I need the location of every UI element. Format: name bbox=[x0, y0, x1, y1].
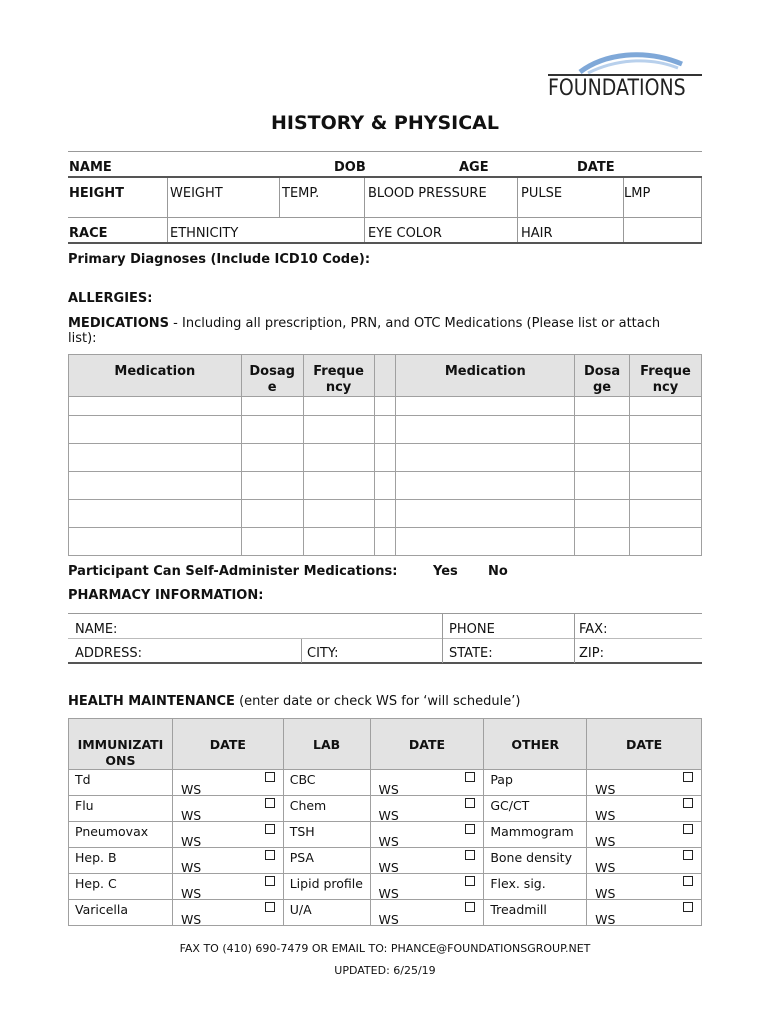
col-other-date: DATE bbox=[587, 719, 702, 770]
lab-item bbox=[283, 796, 370, 822]
will-schedule-label: WS bbox=[180, 834, 202, 849]
foundations-logo bbox=[544, 50, 704, 106]
pharmacy-address-field[interactable]: ADDRESS: bbox=[75, 646, 143, 661]
col-immunizations: IMMUNIZATI ONS bbox=[69, 719, 173, 770]
health-row bbox=[69, 848, 702, 874]
pharmacy-fax-field[interactable]: FAX: bbox=[579, 622, 608, 637]
hair-label[interactable]: HAIR bbox=[521, 226, 553, 241]
other-item bbox=[484, 796, 587, 822]
lab-date-cell[interactable] bbox=[370, 822, 484, 848]
immunization-date-cell[interactable] bbox=[172, 796, 283, 822]
medications-instructions bbox=[68, 316, 660, 331]
other-item bbox=[484, 874, 587, 900]
lab-item bbox=[283, 848, 370, 874]
lab-item bbox=[283, 874, 370, 900]
footer-updated: UPDATED: 6/25/19 bbox=[334, 964, 436, 977]
col-other: OTHER bbox=[484, 719, 587, 770]
pharmacy-zip-field[interactable]: ZIP: bbox=[579, 646, 604, 661]
lab-name: TSH bbox=[289, 824, 315, 839]
health-maintenance-heading bbox=[68, 694, 520, 709]
will-schedule-label: WS bbox=[595, 912, 616, 927]
lab-date-cell[interactable] bbox=[370, 770, 484, 796]
col-lab: LAB bbox=[283, 719, 370, 770]
col-frequency-2: Freque ncy bbox=[630, 355, 702, 397]
will-schedule-checkbox[interactable] bbox=[465, 824, 475, 834]
lab-item bbox=[283, 900, 370, 926]
immunization-name: Hep. B bbox=[75, 850, 117, 865]
pharmacy-phone-field[interactable]: PHONE bbox=[449, 622, 495, 637]
patient-info-table bbox=[68, 151, 702, 243]
health-row bbox=[69, 770, 702, 796]
medication-row[interactable] bbox=[69, 416, 702, 444]
other-item bbox=[484, 822, 587, 848]
immunization-name: Pneumovax bbox=[75, 824, 149, 839]
immunization-item bbox=[69, 874, 173, 900]
will-schedule-label: WS bbox=[180, 912, 202, 927]
lab-item bbox=[283, 770, 370, 796]
will-schedule-checkbox[interactable] bbox=[683, 850, 693, 860]
medication-row[interactable] bbox=[69, 397, 702, 416]
will-schedule-label: WS bbox=[378, 886, 399, 901]
self-admin-no[interactable]: No bbox=[488, 564, 508, 579]
col-medication-2: Medication bbox=[396, 355, 575, 397]
will-schedule-label: WS bbox=[378, 860, 399, 875]
other-date-cell[interactable] bbox=[587, 874, 702, 900]
medication-row[interactable] bbox=[69, 444, 702, 472]
medications-table bbox=[68, 354, 702, 556]
will-schedule-checkbox[interactable] bbox=[465, 798, 475, 808]
immunization-date-cell[interactable] bbox=[172, 770, 283, 796]
other-name: Treadmill bbox=[490, 902, 547, 917]
lab-name: Lipid profile bbox=[289, 876, 363, 891]
pulse-label[interactable]: PULSE bbox=[521, 186, 563, 201]
pharmacy-state-field[interactable]: STATE: bbox=[449, 646, 493, 661]
lab-name: Chem bbox=[289, 798, 327, 813]
col-spacer bbox=[374, 355, 396, 397]
will-schedule-label: WS bbox=[595, 886, 616, 901]
will-schedule-label: WS bbox=[595, 860, 616, 875]
other-name: Bone density bbox=[490, 850, 572, 865]
immunization-name: Varicella bbox=[75, 902, 129, 917]
footer-contact: FAX TO (410) 690-7479 OR EMAIL TO: PHANCE@FOUNDATIONSGROUP.NET bbox=[179, 942, 591, 955]
dob-label[interactable]: DOB bbox=[334, 160, 366, 175]
medications-note: - Including all prescription, PRN, and OTC Medications (Please list or attach bbox=[169, 316, 661, 331]
will-schedule-label: WS bbox=[378, 808, 399, 823]
immunization-date-cell[interactable] bbox=[172, 874, 283, 900]
age-label[interactable]: AGE bbox=[459, 160, 489, 175]
col-frequency: Freque ncy bbox=[303, 355, 374, 397]
lab-date-cell[interactable] bbox=[370, 796, 484, 822]
will-schedule-label: WS bbox=[378, 912, 399, 927]
other-date-cell[interactable] bbox=[587, 770, 702, 796]
other-item bbox=[484, 900, 587, 926]
immunization-item bbox=[69, 848, 173, 874]
height-label[interactable]: HEIGHT bbox=[69, 186, 125, 201]
self-admin-label: Participant Can Self-Administer Medications: bbox=[68, 564, 398, 579]
name-label[interactable]: NAME bbox=[69, 160, 112, 175]
pharmacy-title: PHARMACY INFORMATION: bbox=[68, 588, 264, 603]
other-name: GC/CT bbox=[490, 798, 530, 813]
other-item bbox=[484, 848, 587, 874]
immunization-item bbox=[69, 796, 173, 822]
date-label[interactable]: DATE bbox=[577, 160, 615, 175]
immunization-item bbox=[69, 770, 173, 796]
will-schedule-checkbox[interactable] bbox=[265, 876, 275, 886]
col-immunization-date: DATE bbox=[172, 719, 283, 770]
temp-label[interactable]: TEMP. bbox=[282, 186, 320, 201]
blood-pressure-label[interactable]: BLOOD PRESSURE bbox=[368, 186, 487, 201]
will-schedule-label: WS bbox=[180, 860, 202, 875]
will-schedule-checkbox[interactable] bbox=[265, 824, 275, 834]
will-schedule-label: WS bbox=[180, 808, 202, 823]
other-date-cell[interactable] bbox=[587, 848, 702, 874]
health-row bbox=[69, 874, 702, 900]
logo-text: FOUNDATIONS bbox=[548, 76, 686, 101]
lab-item bbox=[283, 822, 370, 848]
will-schedule-label: WS bbox=[595, 808, 616, 823]
ethnicity-label[interactable]: ETHNICITY bbox=[170, 226, 239, 241]
immunization-item bbox=[69, 822, 173, 848]
page-title: HISTORY & PHYSICAL bbox=[270, 112, 499, 134]
pharmacy-city-field[interactable]: CITY: bbox=[307, 646, 339, 661]
immunization-item bbox=[69, 900, 173, 926]
pharmacy-name-field[interactable]: NAME: bbox=[75, 622, 118, 637]
other-date-cell[interactable] bbox=[587, 822, 702, 848]
will-schedule-checkbox[interactable] bbox=[265, 902, 275, 912]
will-schedule-checkbox[interactable] bbox=[265, 850, 275, 860]
medication-row[interactable] bbox=[69, 500, 702, 528]
health-row bbox=[69, 822, 702, 848]
col-lab-date: DATE bbox=[370, 719, 484, 770]
will-schedule-checkbox[interactable] bbox=[465, 902, 475, 912]
will-schedule-checkbox[interactable] bbox=[465, 876, 475, 886]
lab-name: U/A bbox=[289, 902, 312, 917]
other-name: Flex. sig. bbox=[490, 876, 546, 891]
other-name: Pap bbox=[490, 772, 513, 787]
medications-label: MEDICATIONS bbox=[68, 316, 170, 331]
will-schedule-checkbox[interactable] bbox=[683, 902, 693, 912]
health-row bbox=[69, 796, 702, 822]
will-schedule-checkbox[interactable] bbox=[683, 798, 693, 808]
will-schedule-checkbox[interactable] bbox=[683, 824, 693, 834]
immunization-name: Td bbox=[75, 772, 91, 787]
pharmacy-table bbox=[68, 613, 702, 663]
medications-note-line2: list): bbox=[68, 331, 97, 346]
immunization-date-cell[interactable] bbox=[172, 900, 283, 926]
will-schedule-checkbox[interactable] bbox=[265, 798, 275, 808]
immunization-name: Flu bbox=[75, 798, 94, 813]
lmp-label[interactable]: LMP bbox=[624, 186, 651, 201]
will-schedule-label: WS bbox=[595, 834, 616, 849]
will-schedule-label: WS bbox=[595, 782, 616, 797]
allergies-label: ALLERGIES: bbox=[68, 291, 153, 306]
weight-label[interactable]: WEIGHT bbox=[170, 186, 223, 201]
immunization-name: Hep. C bbox=[75, 876, 117, 891]
other-item bbox=[484, 770, 587, 796]
primary-diagnoses-label: Primary Diagnoses (Include ICD10 Code): bbox=[68, 252, 371, 267]
health-maintenance-note: (enter date or check WS for ‘will schedule’) bbox=[234, 694, 521, 709]
will-schedule-checkbox[interactable] bbox=[683, 772, 693, 782]
will-schedule-label: WS bbox=[378, 782, 399, 797]
medication-row[interactable] bbox=[69, 528, 702, 556]
health-row bbox=[69, 900, 702, 926]
will-schedule-label: WS bbox=[180, 782, 202, 797]
col-medication: Medication bbox=[69, 355, 242, 397]
lab-date-cell[interactable] bbox=[370, 874, 484, 900]
will-schedule-checkbox[interactable] bbox=[265, 772, 275, 782]
will-schedule-label: WS bbox=[378, 834, 399, 849]
immunization-date-cell[interactable] bbox=[172, 848, 283, 874]
will-schedule-checkbox[interactable] bbox=[465, 850, 475, 860]
health-maintenance-label: HEALTH MAINTENANCE bbox=[68, 694, 235, 709]
lab-date-cell[interactable] bbox=[370, 900, 484, 926]
other-name: Mammogram bbox=[490, 824, 574, 839]
will-schedule-label: WS bbox=[180, 886, 202, 901]
col-dosage-2: Dosa ge bbox=[575, 355, 630, 397]
race-label[interactable]: RACE bbox=[69, 226, 108, 241]
other-date-cell[interactable] bbox=[587, 796, 702, 822]
will-schedule-checkbox[interactable] bbox=[465, 772, 475, 782]
self-admin-yes[interactable]: Yes bbox=[433, 564, 458, 579]
lab-date-cell[interactable] bbox=[370, 848, 484, 874]
health-maintenance-table bbox=[68, 718, 702, 926]
col-dosage: Dosag e bbox=[241, 355, 303, 397]
lab-name: PSA bbox=[289, 850, 314, 865]
other-date-cell[interactable] bbox=[587, 900, 702, 926]
medication-row[interactable] bbox=[69, 472, 702, 500]
will-schedule-checkbox[interactable] bbox=[683, 876, 693, 886]
eye-color-label[interactable]: EYE COLOR bbox=[368, 226, 442, 241]
immunization-date-cell[interactable] bbox=[172, 822, 283, 848]
lab-name: CBC bbox=[289, 772, 316, 787]
